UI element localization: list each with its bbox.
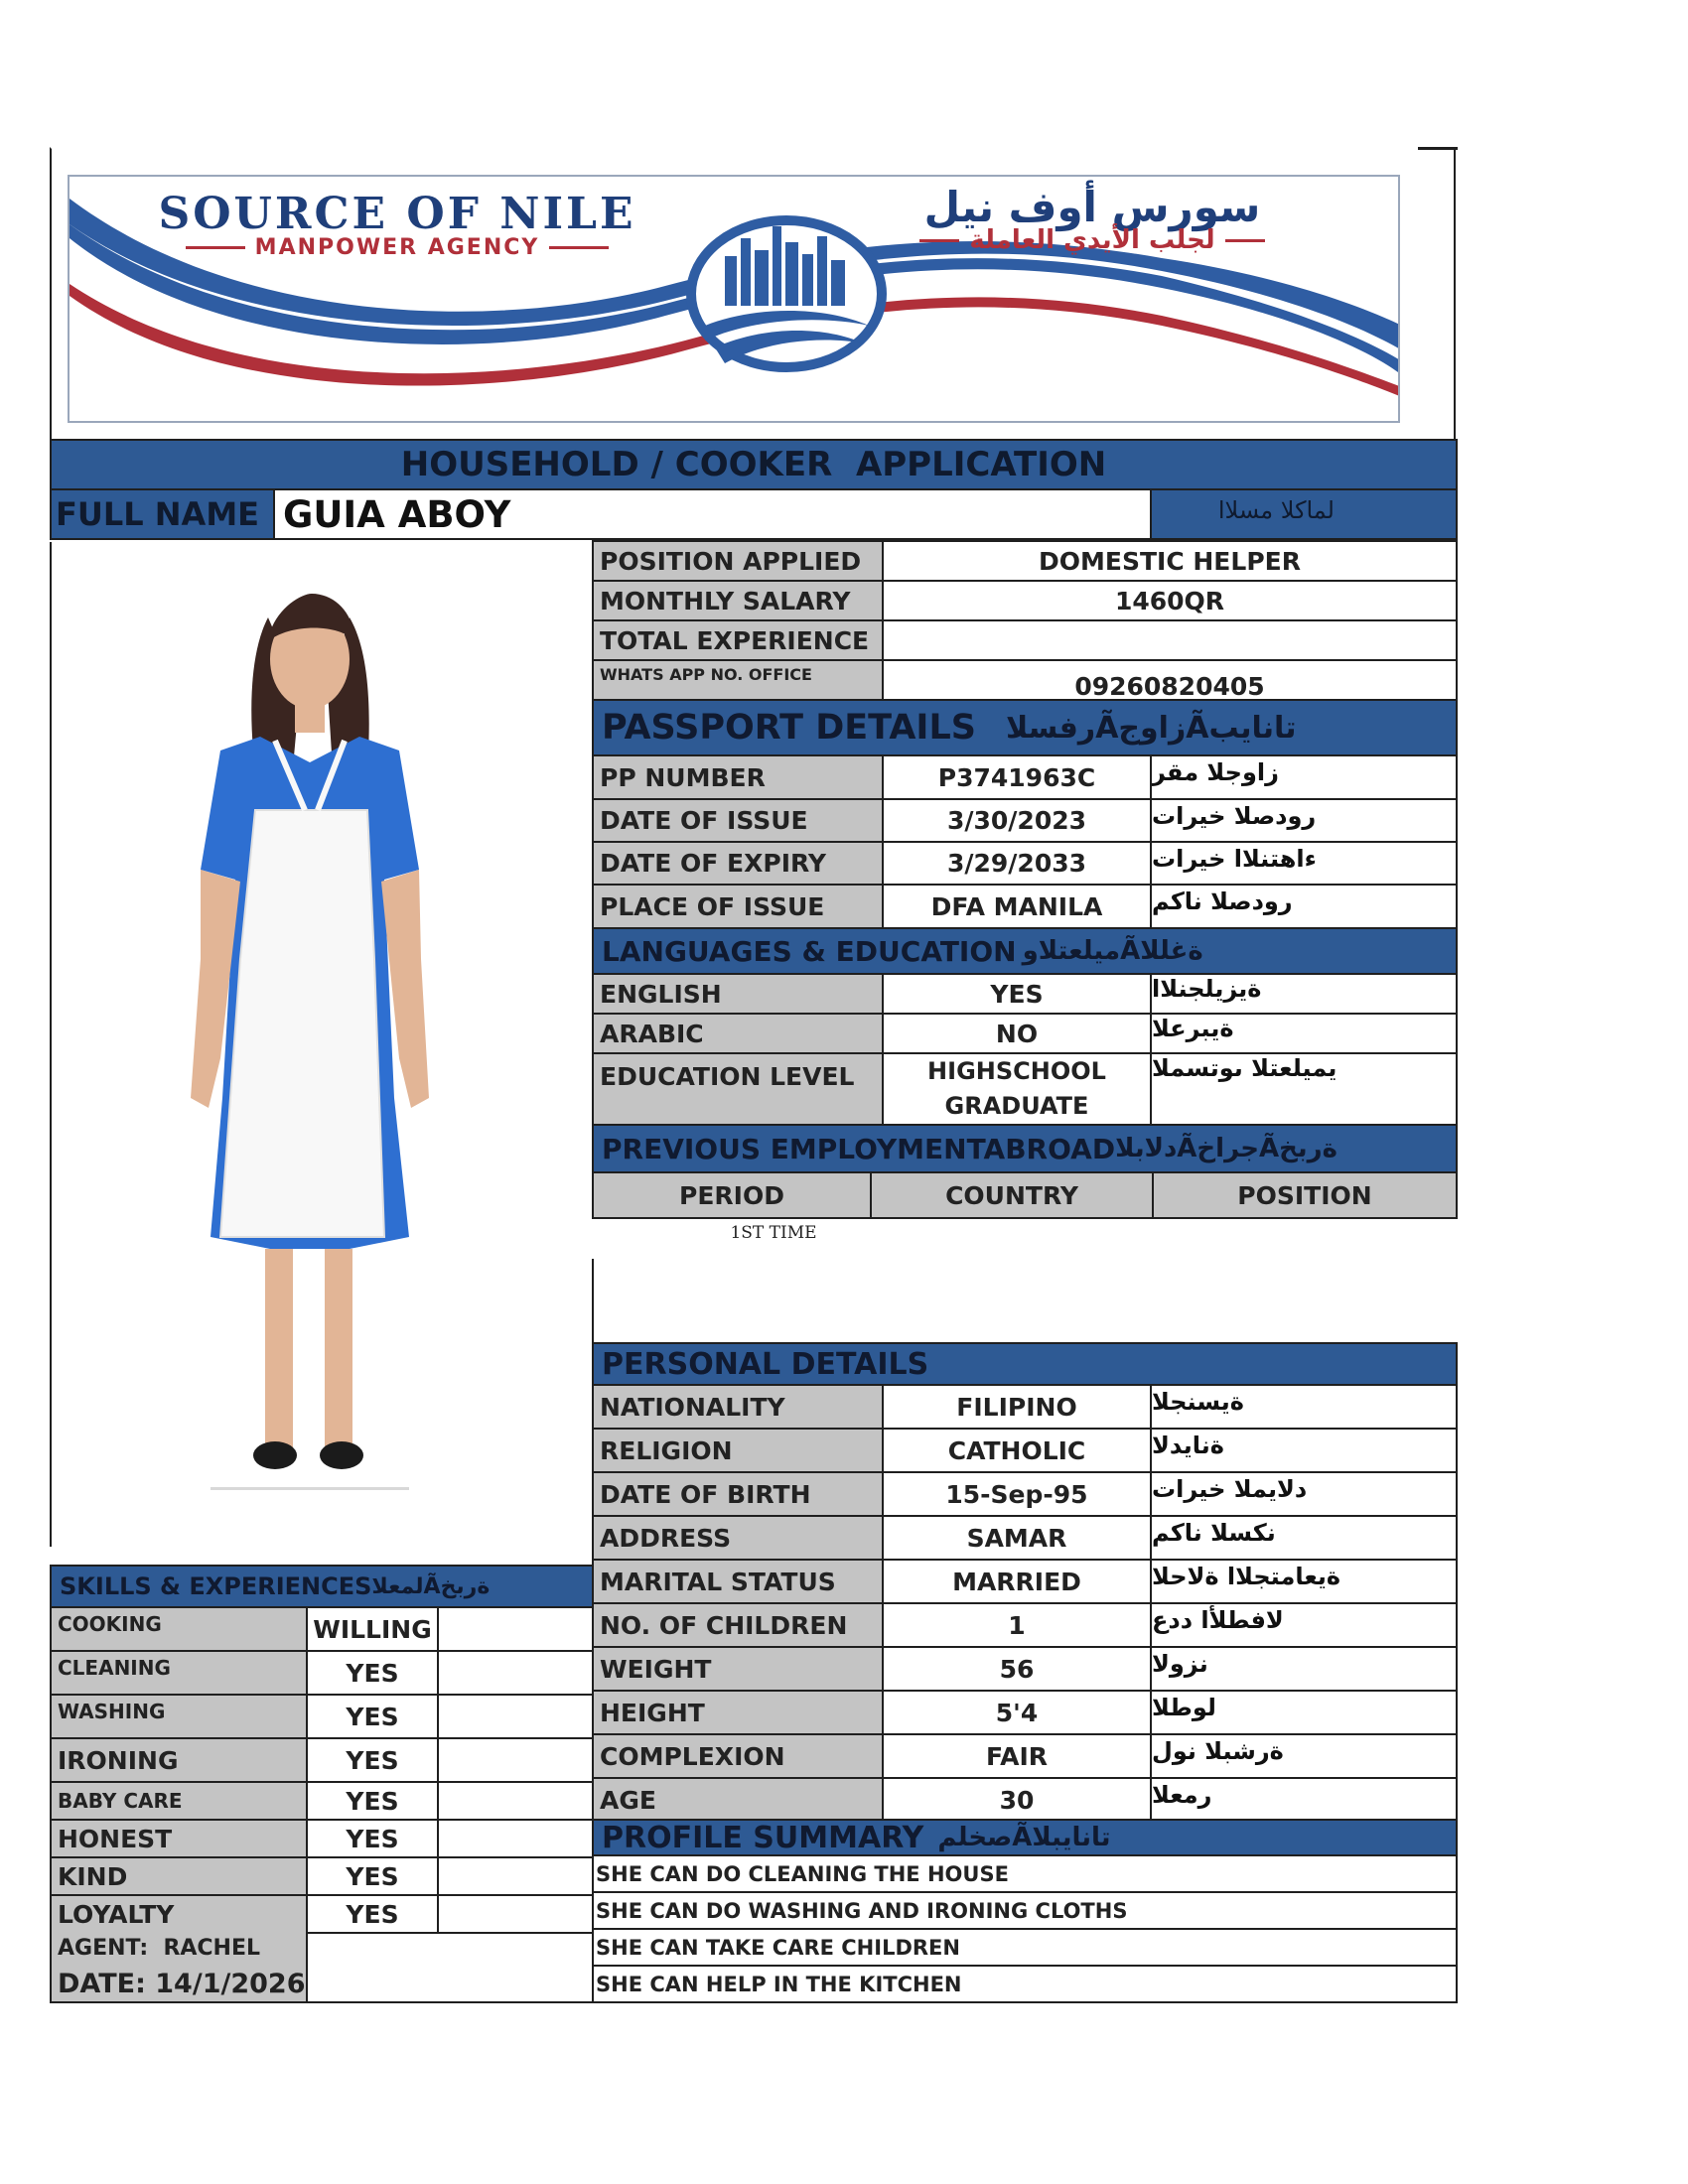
religion-label: RELIGION xyxy=(594,1430,882,1471)
date-label: DATE: 14/1/2026 xyxy=(52,1966,306,2001)
languages-title: LANGUAGES & EDUCATION xyxy=(602,934,1017,968)
no-of-children-ar: لافطلأا ددع xyxy=(1152,1604,1456,1646)
employment-col-period: PERIOD xyxy=(679,1180,784,1210)
total-experience-label: TOTAL EXPERIENCE xyxy=(594,621,882,659)
logo-title-ar: سورس أوف نيل xyxy=(923,183,1261,231)
english-value: YES xyxy=(882,975,1152,1013)
position-applied-value: DOMESTIC HELPER xyxy=(882,542,1456,580)
whatsapp-value: 09260820405 xyxy=(882,661,1456,699)
english-ar: ةيزيلجنلاا xyxy=(1152,975,1456,1013)
logo-subtitle-en: MANPOWER AGENCY xyxy=(139,235,655,260)
position-applied-label: POSITION APPLIED xyxy=(594,542,882,580)
profile-line: SHE CAN HELP IN THE KITCHEN xyxy=(596,1972,962,1996)
height-value: 5'4 xyxy=(882,1692,1152,1733)
logo-text-en xyxy=(139,189,655,260)
place-of-issue-ar: رودصلا ناكم xyxy=(1152,886,1456,927)
nationality-label: NATIONALITY xyxy=(594,1386,882,1428)
date-of-issue-value: 3/30/2023 xyxy=(882,800,1152,841)
marital-status-ar: ةيعامتجلاا ةلاحلا xyxy=(1152,1561,1456,1602)
date-of-expiry-value: 3/29/2033 xyxy=(882,843,1152,884)
logo-title-en: SOURCE OF NILE xyxy=(158,189,636,239)
skills-header xyxy=(50,1565,594,1608)
passport-header xyxy=(592,699,1458,756)
pp-number-value: P3741963C xyxy=(882,756,1152,798)
date-of-birth-label: DATE OF BIRTH xyxy=(594,1473,882,1515)
profile-title: PROFILE SUMMARY xyxy=(602,1820,924,1855)
address-label: ADDRESS xyxy=(594,1517,882,1559)
profile-title-ar: صخلمÃتانايبلا xyxy=(937,1823,1111,1852)
profile-line: SHE CAN DO CLEANING THE HOUSE xyxy=(596,1861,1009,1886)
employment-note: 1ST TIME xyxy=(730,1223,817,1243)
employment-left-rule xyxy=(592,1259,594,1344)
religion-ar: ةنايدلا xyxy=(1152,1430,1456,1471)
skill-kind-label: KIND xyxy=(52,1858,306,1894)
monthly-salary-value: 1460QR xyxy=(882,582,1456,619)
agency-logo-banner xyxy=(68,175,1400,423)
date-of-expiry-label: DATE OF EXPIRY xyxy=(594,843,882,884)
date-of-birth-value: 15-Sep-95 xyxy=(882,1473,1152,1515)
date-of-birth-ar: دلايملا خيرات xyxy=(1152,1473,1456,1515)
applicant-figure xyxy=(52,542,594,1547)
total-experience-value xyxy=(882,621,1456,659)
applicant-photo xyxy=(50,542,592,1547)
whatsapp-label: WHATS APP NO. OFFICE xyxy=(594,661,882,699)
no-of-children-label: NO. OF CHILDREN xyxy=(594,1604,882,1646)
complexion-label: COMPLEXION xyxy=(594,1735,882,1777)
profile-line: SHE CAN DO WASHING AND IRONING CLOTHS xyxy=(596,1898,1128,1923)
age-label: AGE xyxy=(594,1779,882,1821)
languages-title-ar: ميلعتلاوÃةغللا xyxy=(1022,936,1203,966)
agent-label: AGENT: RACHEL xyxy=(52,1930,306,1966)
full-name-label: FULL NAME xyxy=(56,495,260,533)
address-value: SAMAR xyxy=(882,1517,1152,1559)
age-value: 30 xyxy=(882,1779,1152,1821)
address-ar: نكسلا ناكم xyxy=(1152,1517,1456,1559)
logo-subtitle-ar: لجلب الأيدي العاملة xyxy=(894,225,1291,255)
employment-col-country: COUNTRY xyxy=(945,1180,1078,1210)
monthly-salary-label: MONTHLY SALARY xyxy=(594,582,882,619)
languages-header xyxy=(592,927,1458,975)
skill-honest-value: YES xyxy=(306,1821,439,1856)
religion-value: CATHOLIC xyxy=(882,1430,1152,1471)
nationality-value: FILIPINO xyxy=(882,1386,1152,1428)
nationality-ar: ةيسنجلا xyxy=(1152,1386,1456,1428)
skill-loyalty-label: LOYALTY xyxy=(52,1896,306,1932)
passport-title-ar: رفسلاÃزاوجÃتانايب xyxy=(1005,710,1297,746)
personal-header xyxy=(592,1342,1458,1386)
form-title-bar xyxy=(50,439,1458,490)
date-of-expiry-ar: ءاهتنلاا خيرات xyxy=(1152,843,1456,884)
skill-ironing-label: IRONING xyxy=(52,1739,306,1781)
skill-washing-value: YES xyxy=(306,1696,439,1737)
full-name-value: GUIA ABOY xyxy=(273,490,1152,538)
education-level-ar: يميلعتلا ىوتسملا xyxy=(1152,1054,1456,1094)
marital-status-label: MARITAL STATUS xyxy=(594,1561,882,1602)
complexion-ar: ةرشبلا نول xyxy=(1152,1735,1456,1777)
skill-cooking-label: COOKING xyxy=(52,1608,306,1650)
full-name-ar: لماكلا مسلاا xyxy=(1217,496,1335,524)
no-of-children-value: 1 xyxy=(882,1604,1152,1646)
skill-cleaning-label: CLEANING xyxy=(52,1652,306,1694)
marital-status-value: MARRIED xyxy=(882,1561,1152,1602)
english-label: ENGLISH xyxy=(594,975,882,1013)
skill-kind-value: YES xyxy=(306,1858,439,1894)
employment-title: PREVIOUS EMPLOYMENTABROAD xyxy=(602,1132,1116,1165)
education-level-line2: GRADUATE xyxy=(944,1092,1089,1120)
weight-value: 56 xyxy=(882,1648,1152,1690)
employment-col-position: POSITION xyxy=(1237,1180,1372,1210)
age-ar: رمعلا xyxy=(1152,1779,1456,1821)
education-level-label: EDUCATION LEVEL xyxy=(594,1054,882,1124)
profile-header xyxy=(592,1819,1458,1856)
weight-label: WEIGHT xyxy=(594,1648,882,1690)
date-of-issue-label: DATE OF ISSUE xyxy=(594,800,882,841)
profile-line: SHE CAN TAKE CARE CHILDREN xyxy=(596,1935,960,1960)
height-label: HEIGHT xyxy=(594,1692,882,1733)
date-of-issue-ar: رودصلا خيرات xyxy=(1152,800,1456,841)
skills-title-ar: لمعلاÃةربخ xyxy=(371,1573,491,1599)
skill-honest-label: HONEST xyxy=(52,1821,306,1856)
skill-washing-label: WASHING xyxy=(52,1696,306,1737)
employment-header xyxy=(592,1124,1458,1173)
arabic-value: NO xyxy=(882,1015,1152,1052)
header-corner-mark xyxy=(1418,147,1458,150)
place-of-issue-value: DFA MANILA xyxy=(882,886,1152,927)
logo-text-ar xyxy=(894,183,1291,255)
weight-ar: نزولا xyxy=(1152,1648,1456,1690)
complexion-value: FAIR xyxy=(882,1735,1152,1777)
skill-ironing-value: YES xyxy=(306,1739,439,1781)
pp-number-ar: زاوجلا مقر xyxy=(1152,756,1456,798)
height-ar: لوطلا xyxy=(1152,1692,1456,1733)
place-of-issue-label: PLACE OF ISSUE xyxy=(594,886,882,927)
skills-title: SKILLS & EXPERIENCES xyxy=(60,1572,372,1600)
employment-title-ar: دلابلاÃجراخÃةربخ xyxy=(1115,1134,1337,1163)
skill-baby-care-value: YES xyxy=(306,1783,439,1819)
skill-cooking-value: WILLING xyxy=(306,1608,439,1650)
passport-title: PASSPORT DETAILS xyxy=(602,708,976,748)
skill-loyalty-value: YES xyxy=(306,1896,439,1932)
skill-cleaning-value: YES xyxy=(306,1652,439,1694)
pp-number-label: PP NUMBER xyxy=(594,756,882,798)
form-title: HOUSEHOLD / COOKER APPLICATION xyxy=(400,445,1107,484)
education-level-line1: HIGHSCHOOL xyxy=(927,1057,1106,1085)
arabic-ar: ةيبرعلا xyxy=(1152,1015,1456,1052)
skill-baby-care-label: BABY CARE xyxy=(52,1783,306,1819)
education-level-value xyxy=(882,1054,1152,1124)
personal-title: PERSONAL DETAILS xyxy=(602,1346,929,1382)
arabic-label: ARABIC xyxy=(594,1015,882,1052)
